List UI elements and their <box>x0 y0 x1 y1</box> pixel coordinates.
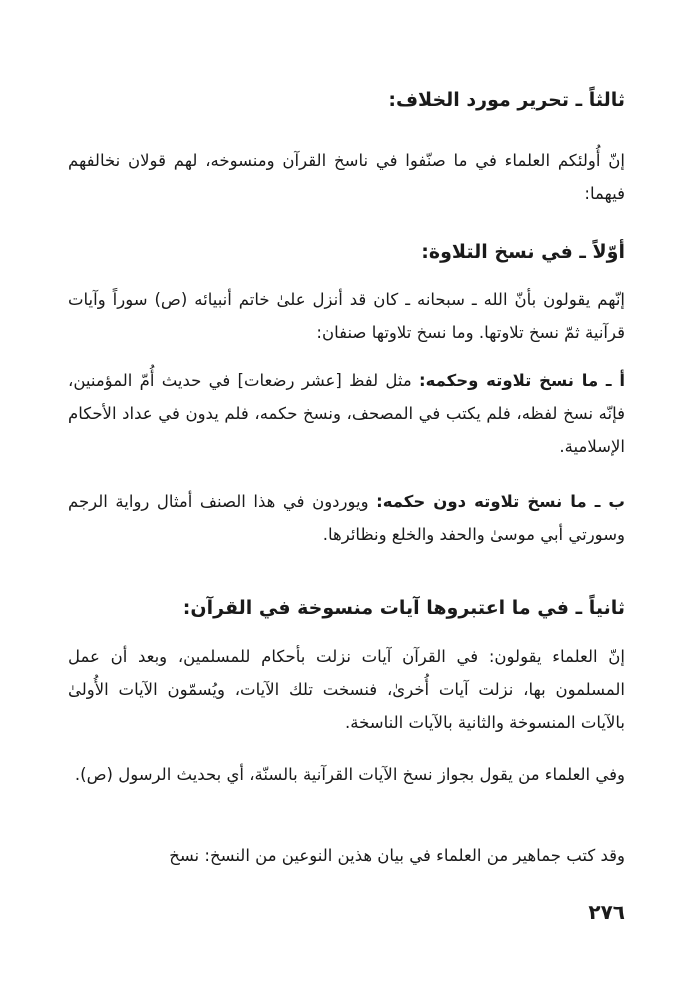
paragraph-abrogated-verses: إنّ العلماء يقولون: في القرآن آيات نزلت بأحكام للمسلمين، وبعد أن عمل المسلمون بها، نزلت آيات أُخرىٰ، فنسخت تلك الآيات، ويُسمّون الآيات الأُولىٰ بالآيات المنسوخة والثانية بالآيات الناسخة. <box>68 647 625 732</box>
item-b-text: ويوردون في هذا الصنف أمثال رواية الرجم وسورتي أبي موسىٰ والحفد والخلع ونظائرها. <box>68 492 625 544</box>
section-heading-first: أوّلاً ـ في نسخ التلاوة: <box>421 241 625 263</box>
paragraph-item-a <box>68 364 625 463</box>
paragraph-continuation: وقد كتب جماهير من العلماء في بيان هذين النوعين من النسخ: نسخ <box>169 846 625 865</box>
page-number: ٢٧٦ <box>588 900 625 924</box>
section-heading-second: ثانياً ـ في ما اعتبروها آيات منسوخة في القرآن: <box>182 597 625 619</box>
paragraph-recitation: إنّهم يقولون بأنّ الله ـ سبحانه ـ كان قد أنزل علىٰ خاتم أنبيائه (ص) سوراً وآيات قرآنية ثمّ نسخ تلاوتها. وما نسخ تلاوتها صنفان: <box>68 290 625 342</box>
book-page <box>68 0 625 996</box>
paragraph-intro: إنّ أُولئكم العلماء في ما صنّفوا في ناسخ القرآن ومنسوخه، لهم قولان نخالفهم فيهما: <box>68 151 625 203</box>
paragraph-sunnah: وفي العلماء من يقول بجواز نسخ الآيات القرآنية بالسنّة، أي بحديث الرسول (ص). <box>74 765 625 784</box>
item-a-text: مثل لفظ [عشر رضعات] في حديث أُمّ المؤمنين، فإنّه نسخ لفظه، فلم يكتب في المصحف، ونسخ حكمه، فلم يدون في عداد الأحكام الإسلامية. <box>68 371 625 456</box>
paragraph-item-b <box>68 485 625 551</box>
item-a-lead: أ ـ ما نسخ تلاوته وحكمه: <box>418 371 625 390</box>
section-heading-third: ثالثاً ـ تحرير مورد الخلاف: <box>388 89 625 111</box>
item-b-lead: ب ـ ما نسخ تلاوته دون حكمه: <box>376 492 625 511</box>
